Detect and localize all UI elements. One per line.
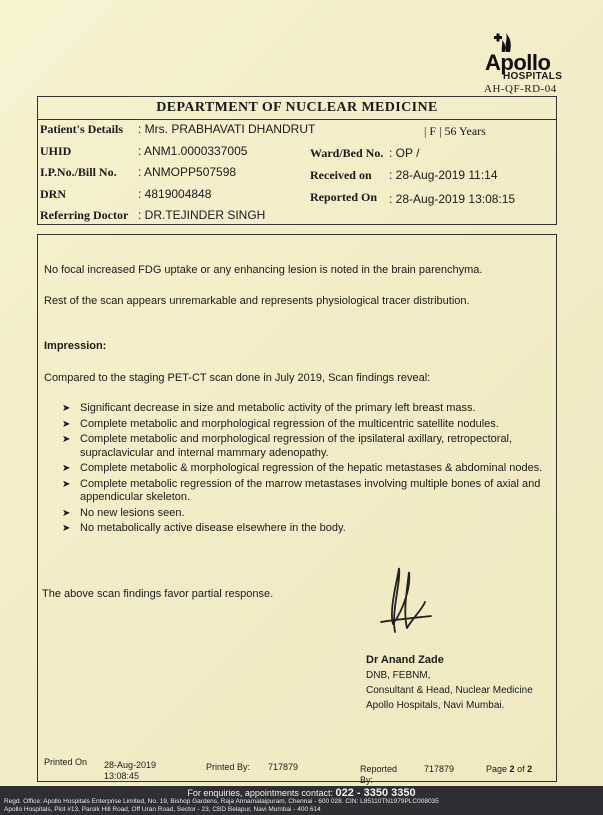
reported-by-label: Reported <box>360 764 398 774</box>
arrow-bullet-icon: ➤ <box>62 523 71 534</box>
reported-label: Reported On <box>310 190 377 204</box>
uhid-value: : ANM1.0000337005 <box>138 144 248 158</box>
printed-by-label: Printed By: <box>206 762 251 772</box>
arrow-bullet-icon: ➤ <box>62 403 71 414</box>
reported-by-value: 717879 <box>424 764 455 774</box>
received-value: : 28-Aug-2019 11:14 <box>389 168 498 182</box>
enquiry-phone: 022 - 3350 3350 <box>335 787 416 799</box>
registered-office: Regd. Office: Apollo Hospitals Enterprise Limited, No. 19, Bishop Gardens, Raja Annamalaipuram, Chennai - 600 028. CIN: L85110TN1979PLC008035 <box>4 798 439 805</box>
doctor-qualification: DNB, FEBNM, <box>366 670 431 681</box>
conclusion-text: The above scan findings favor partial response. <box>42 588 274 600</box>
arrow-bullet-icon: ➤ <box>62 418 71 430</box>
finding-brain: No focal increased FDG uptake or any enhancing lesion is noted in the brain parenchyma. <box>44 264 483 276</box>
arrow-bullet-icon: ➤ <box>62 434 71 445</box>
printed-by-value: 717879 <box>268 762 299 772</box>
uhid-label: UHID <box>40 144 72 158</box>
list-item: ➤ Complete metabolic regression of the marrow metastases involving multiple bones of axial and appendicular skeleton. <box>62 477 541 503</box>
form-code: AH-QF-RD-04 <box>484 83 557 95</box>
arrow-bullet-icon: ➤ <box>62 478 71 490</box>
doctor-hospital: Apollo Hospitals, Navi Mumbai. <box>366 700 505 711</box>
list-item: ➤ No metabolically active disease elsewhere in the body. <box>62 522 346 534</box>
referring-value: : DR.TEJINDER SINGH <box>138 208 266 222</box>
drn-label: DRN <box>40 187 66 201</box>
finding-rest: Rest of the scan appears unremarkable and represents physiological tracer distribution. <box>44 295 470 307</box>
printed-on-label: Printed On <box>44 757 88 767</box>
findings-list <box>62 402 548 538</box>
drn-value: : 4819004848 <box>138 187 212 201</box>
arrow-bullet-icon: ➤ <box>62 463 71 474</box>
page-number: Page 2 of 2 <box>486 764 533 774</box>
doctor-designation: Consultant & Head, Nuclear Medicine <box>366 685 533 696</box>
list-item: ➤ Complete metabolic and morphological regression of the ipsilateral axillary, retropectoral, supraclavicular and internal mammary adenopathy. <box>62 433 513 459</box>
list-item: ➤ Significant decrease in size and metabolic activity of the primary left breast mass. <box>62 402 476 414</box>
doctor-details <box>366 653 533 713</box>
title-divider <box>37 119 557 120</box>
comparison-text: Compared to the staging PET-CT scan done in July 2019, Scan findings reveal: <box>44 372 431 384</box>
patient-name: : Mrs. PRABHAVATI DHANDRUT <box>138 122 316 136</box>
printed-on-date: 28-Aug-2019 <box>104 760 157 770</box>
received-label: Received on <box>310 168 372 182</box>
list-item: ➤ No new lesions seen. <box>62 506 185 519</box>
arrow-bullet-icon: ➤ <box>62 507 71 519</box>
hospital-address: Apollo Hospitals, Plot #13, Parsik Hill Road, Off Uran Road, Sector - 23, CBD Belapur, Navi Mumbai - 400 614 <box>4 806 321 813</box>
ip-bill-label: I.P.No./Bill No. <box>40 165 117 179</box>
reported-by-label-2: By: <box>360 775 374 785</box>
department-title: DEPARTMENT OF NUCLEAR MEDICINE <box>156 100 438 115</box>
printed-on-time: 13:08:45 <box>104 771 140 781</box>
list-item: ➤ Complete metabolic & morphological regression of the hepatic metastases & abdominal nodes. <box>62 462 543 474</box>
logo-subtitle: HOSPITALS <box>503 71 563 82</box>
enquiry-label: For enquiries, appointments contact: <box>187 788 333 798</box>
referring-label: Referring Doctor <box>40 208 129 222</box>
list-item: ➤ Complete metabolic and morphological regression of the multicentric satellite nodules. <box>62 417 499 430</box>
logo-name: Apollo <box>485 50 551 75</box>
doctor-name: Dr Anand Zade <box>366 654 444 666</box>
impression-heading: Impression: <box>44 340 107 352</box>
patient-details-label: Patient's Details <box>40 122 123 136</box>
ward-label: Ward/Bed No. <box>310 146 384 160</box>
ip-bill-value: : ANMOPP507598 <box>138 165 237 179</box>
gender-age: | F | 56 Years <box>424 124 486 138</box>
ward-value: : OP / <box>389 146 420 160</box>
doctor-signature <box>373 562 453 642</box>
reported-value: : 28-Aug-2019 13:08:15 <box>389 192 516 206</box>
